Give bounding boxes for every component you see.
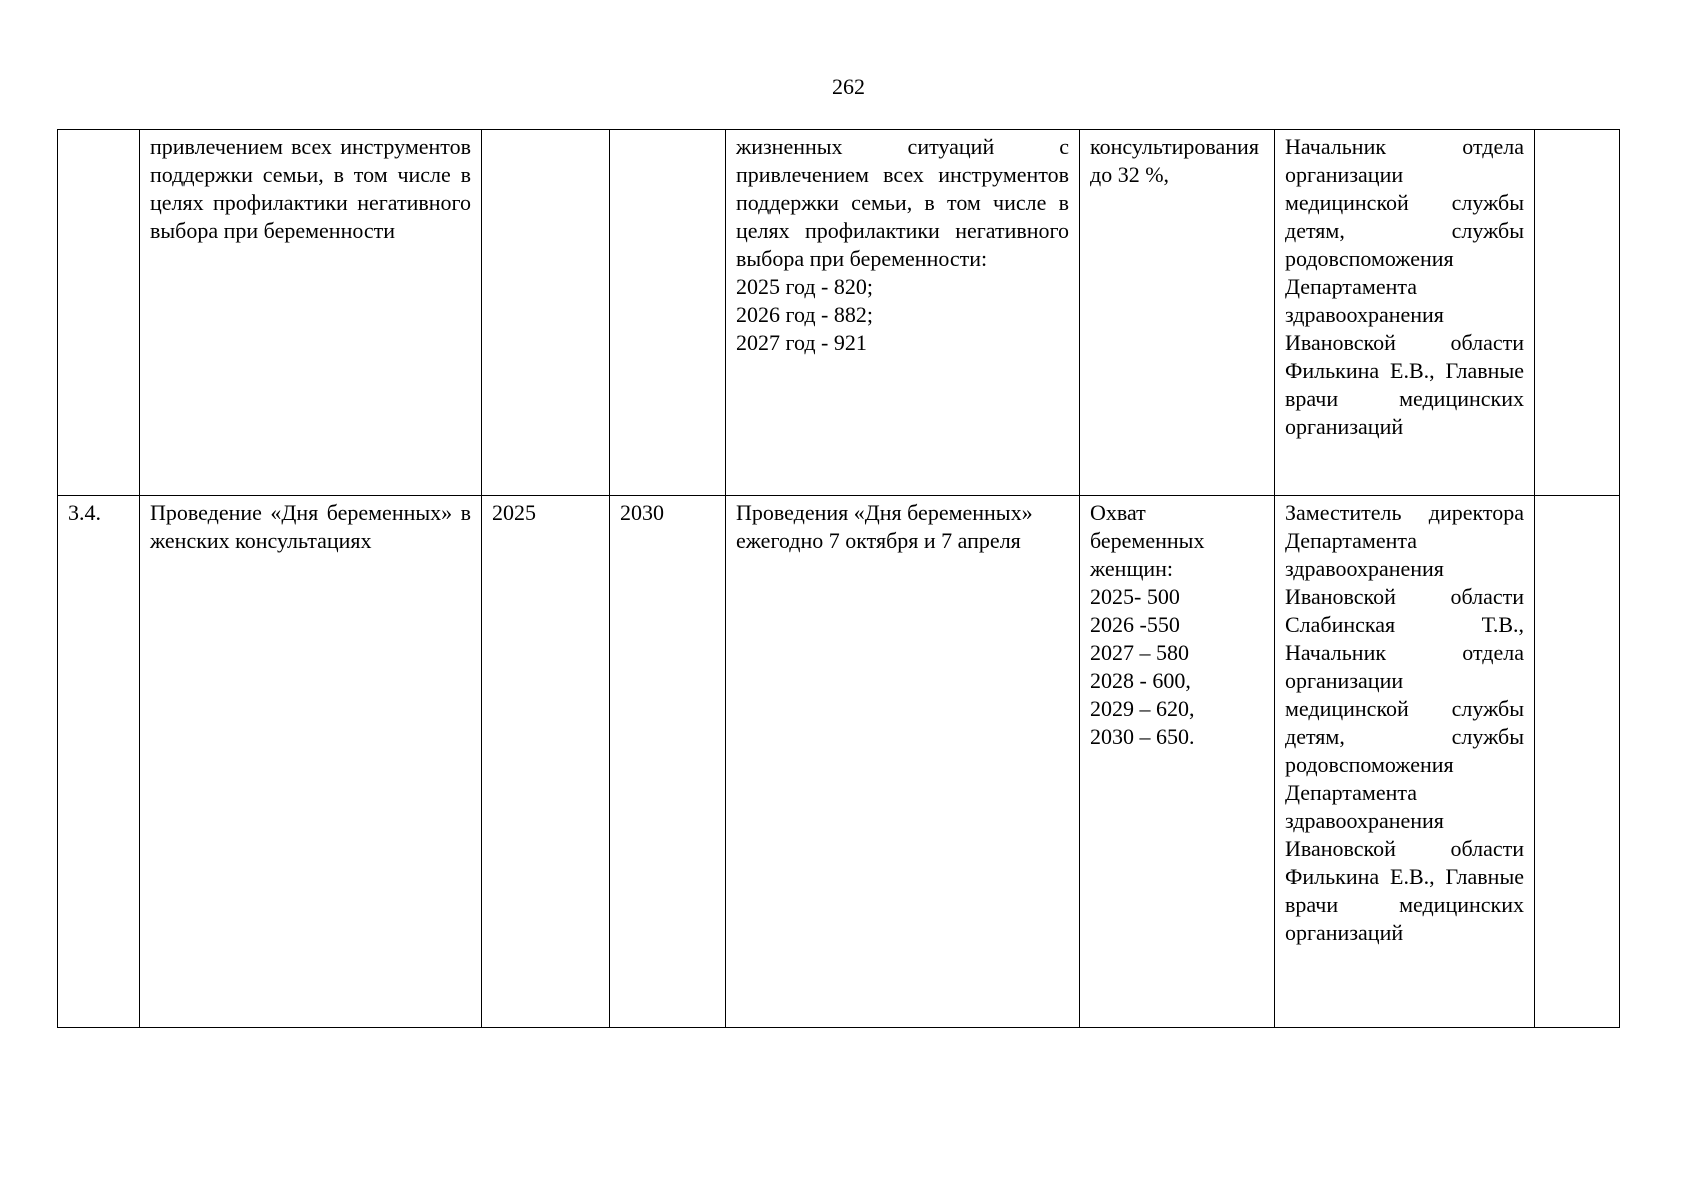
indicator-line: 2028 - 600, xyxy=(1090,668,1191,693)
cell-responsible: Начальник отдела организации медицинской службы детям, службы родовспоможения Департамента здравоохранения Ивановской области Филькина Е.В., Главные врачи медицинских организаций xyxy=(1275,130,1535,496)
result-line: 2026 год - 882; xyxy=(736,302,873,327)
indicator-line: 2027 – 580 xyxy=(1090,640,1189,665)
cell-start-year xyxy=(482,130,610,496)
indicator-line: 2025- 500 xyxy=(1090,584,1180,609)
indicator-line: 2030 – 650. xyxy=(1090,724,1195,749)
cell-responsible: Заместитель директора Департамента здравоохранения Ивановской области Слабинская Т.В., Начальник отдела организации медицинской службы детям, службы родовспоможения Департамента здравоохранения Ивановской области Филькина Е.В., Главные врачи медицинских организаций xyxy=(1275,496,1535,1028)
result-line: 2027 год - 921 xyxy=(736,330,867,355)
cell-result: Проведения «Дня беременных» ежегодно 7 октября и 7 апреля xyxy=(726,496,1080,1028)
result-line: 2025 год - 820; xyxy=(736,274,873,299)
cell-event: Проведение «Дня беременных» в женских консультациях xyxy=(140,496,482,1028)
cell-note xyxy=(1535,496,1620,1028)
page-number: 262 xyxy=(832,74,865,99)
indicator-line: 2029 – 620, xyxy=(1090,696,1195,721)
cell-event: привлечением всех инструментов поддержки семьи, в том числе в целях профилактики негативного выбора при беременности xyxy=(140,130,482,496)
cell-indicator: консультирования до 32 %, xyxy=(1080,130,1275,496)
cell-end-year xyxy=(610,130,726,496)
cell-num: 3.4. xyxy=(58,496,140,1028)
cell-note xyxy=(1535,130,1620,496)
table-row xyxy=(58,496,1620,1028)
cell-indicator: Охват беременных женщин: 2025- 500 2026 -550 2027 – 580 2028 - 600, 2029 – 620, 2030 – 650. xyxy=(1080,496,1275,1028)
cell-result: жизненных ситуаций с привлечением всех инструментов поддержки семьи, в том числе в целях профилактики негативного выбора при беременности: 2025 год - 820; 2026 год - 882; 2027 год - 921 xyxy=(726,130,1080,496)
cell-end-year: 2030 xyxy=(610,496,726,1028)
table-row xyxy=(58,130,1620,496)
cell-start-year: 2025 xyxy=(482,496,610,1028)
indicator-line: 2026 -550 xyxy=(1090,612,1180,637)
cell-num xyxy=(58,130,140,496)
plan-table xyxy=(57,129,1620,1028)
